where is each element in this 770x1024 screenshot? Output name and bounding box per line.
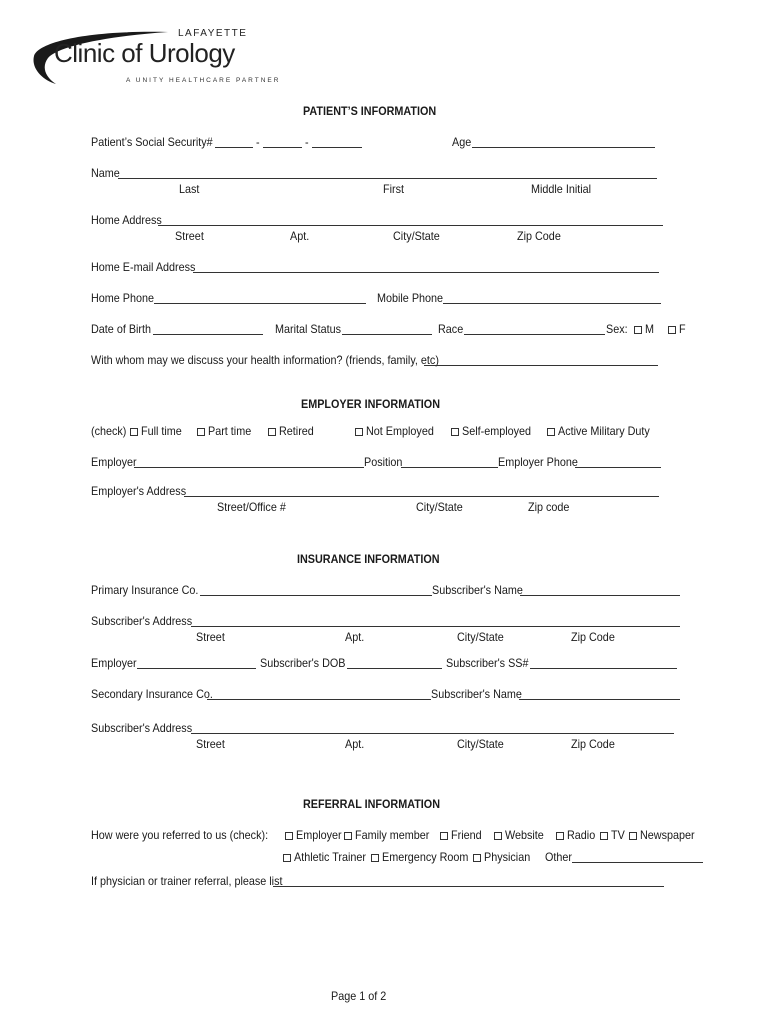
address-zip-caption: Zip Code [517,229,561,243]
referral-tv-checkbox[interactable] [600,832,608,840]
referral-emergency-checkbox[interactable] [371,854,379,862]
employer-phone-label: Employer Phone [498,455,578,469]
referral-website-label: Website [505,828,544,842]
name-first-caption: First [383,182,404,196]
primary-insurance-label: Primary Insurance Co. [91,583,199,597]
employer-zip-caption: Zip code [528,500,570,514]
sex-m-label: M [645,322,654,336]
patient-heading: PATIENT’S INFORMATION [303,104,437,118]
referral-list-field[interactable] [273,886,664,887]
subscriber-apt-caption: Apt. [345,630,365,644]
subscriber-ssn-field[interactable] [530,668,677,669]
race-label: Race [438,322,464,336]
ssn-dash-1: - [256,135,260,149]
age-label: Age [452,135,472,149]
military-checkbox[interactable] [547,428,555,436]
subscriber-name-field-2[interactable] [519,699,680,700]
military-label: Active Military Duty [558,424,650,438]
referral-radio-checkbox[interactable] [556,832,564,840]
not-employed-checkbox[interactable] [355,428,363,436]
employment-check-label: (check) [91,424,127,438]
employer-address-label: Employer's Address [91,484,187,498]
sex-f-label: F [679,322,686,336]
full-time-label: Full time [141,424,182,438]
address-apt-caption: Apt. [290,229,310,243]
subscriber-name-field[interactable] [520,595,680,596]
subscriber-street-caption-2: Street [196,737,225,751]
referral-friend-checkbox[interactable] [440,832,448,840]
age-field[interactable] [472,147,655,148]
referral-employer-label: Employer [296,828,342,842]
subscriber-apt-caption-2: Apt. [345,737,365,751]
mobile-phone-field[interactable] [443,303,661,304]
referral-family-checkbox[interactable] [344,832,352,840]
insurance-employer-label: Employer [91,656,137,670]
logo-clinic-of-urology: Clinic of Urology [54,38,235,68]
employer-street-caption: Street/Office # [217,500,286,514]
subscriber-ssn-label: Subscriber's SS# [446,656,529,670]
full-time-checkbox[interactable] [130,428,138,436]
referral-friend-label: Friend [451,828,482,842]
self-employed-label: Self-employed [462,424,532,438]
employer-phone-field[interactable] [575,467,661,468]
home-phone-label: Home Phone [91,291,155,305]
referral-list-label: If physician or trainer referral, please list [91,874,283,888]
ssn-label: Patient’s Social Security# [91,135,213,149]
sex-label: Sex: [606,322,628,336]
secondary-insurance-field[interactable] [207,699,431,700]
home-address-field[interactable] [158,225,663,226]
discuss-label: With whom may we discuss your health information? (friends, family, etc) [91,353,439,367]
subscriber-city-caption-2: City/State [457,737,504,751]
address-city-caption: City/State [393,229,440,243]
employer-address-field[interactable] [184,496,659,497]
referral-newspaper-label: Newspaper [640,828,695,842]
subscriber-dob-label: Subscriber's DOB [260,656,346,670]
subscriber-address-field[interactable] [191,626,680,627]
ssn-dash-2: - [305,135,309,149]
logo-lafayette: LAFAYETTE [178,28,248,39]
self-employed-checkbox[interactable] [451,428,459,436]
subscriber-address-label: Subscriber's Address [91,614,193,628]
not-employed-label: Not Employed [366,424,434,438]
retired-checkbox[interactable] [268,428,276,436]
page-number: Page 1 of 2 [331,989,387,1003]
ssn-field-2[interactable] [263,147,302,148]
subscriber-name-label-2: Subscriber's Name [431,687,522,701]
sex-m-checkbox[interactable] [634,326,642,334]
subscriber-street-caption: Street [196,630,225,644]
name-label: Name [91,166,120,180]
referral-physician-label: Physician [484,850,531,864]
part-time-label: Part time [208,424,252,438]
subscriber-name-label: Subscriber's Name [432,583,523,597]
subscriber-zip-caption-2: Zip Code [571,737,615,751]
sex-f-checkbox[interactable] [668,326,676,334]
email-field[interactable] [193,272,659,273]
subscriber-address-label-2: Subscriber's Address [91,721,193,735]
referral-other-field[interactable] [572,862,703,863]
referral-employer-checkbox[interactable] [285,832,293,840]
discuss-field[interactable] [424,365,658,366]
subscriber-dob-field[interactable] [347,668,442,669]
dob-field[interactable] [153,334,263,335]
race-field[interactable] [464,334,605,335]
primary-insurance-field[interactable] [200,595,432,596]
insurance-heading: INSURANCE INFORMATION [297,552,440,566]
retired-label: Retired [279,424,314,438]
email-label: Home E-mail Address [91,260,196,274]
marital-label: Marital Status [275,322,342,336]
employer-heading: EMPLOYER INFORMATION [301,397,441,411]
part-time-checkbox[interactable] [197,428,205,436]
employer-field[interactable] [134,467,364,468]
ssn-field-1[interactable] [215,147,253,148]
subscriber-city-caption: City/State [457,630,504,644]
referral-radio-label: Radio [567,828,596,842]
marital-field[interactable] [342,334,432,335]
ssn-field-3[interactable] [312,147,362,148]
name-middle-caption: Middle Initial [531,182,592,196]
referral-tv-label: TV [611,828,625,842]
home-address-label: Home Address [91,213,162,227]
referral-question: How were you referred to us (check): [91,828,269,842]
insurance-employer-field[interactable] [137,668,256,669]
referral-website-checkbox[interactable] [494,832,502,840]
referral-athletic-label: Athletic Trainer [294,850,367,864]
employer-label: Employer [91,455,137,469]
referral-emergency-label: Emergency Room [382,850,469,864]
logo-tagline: A UNITY HEALTHCARE PARTNER [126,77,281,84]
dob-label: Date of Birth [91,322,152,336]
secondary-insurance-label: Secondary Insurance Co. [91,687,213,701]
position-label: Position [364,455,403,469]
name-last-caption: Last [179,182,200,196]
address-street-caption: Street [175,229,204,243]
referral-newspaper-checkbox[interactable] [629,832,637,840]
subscriber-zip-caption: Zip Code [571,630,615,644]
position-field[interactable] [401,467,498,468]
referral-heading: REFERRAL INFORMATION [303,797,440,811]
mobile-phone-label: Mobile Phone [377,291,444,305]
referral-family-label: Family member [355,828,430,842]
employer-city-caption: City/State [416,500,463,514]
referral-athletic-checkbox[interactable] [283,854,291,862]
subscriber-address-field-2[interactable] [191,733,674,734]
referral-other-label: Other [545,850,573,864]
name-field[interactable] [118,178,657,179]
referral-physician-checkbox[interactable] [473,854,481,862]
home-phone-field[interactable] [154,303,366,304]
